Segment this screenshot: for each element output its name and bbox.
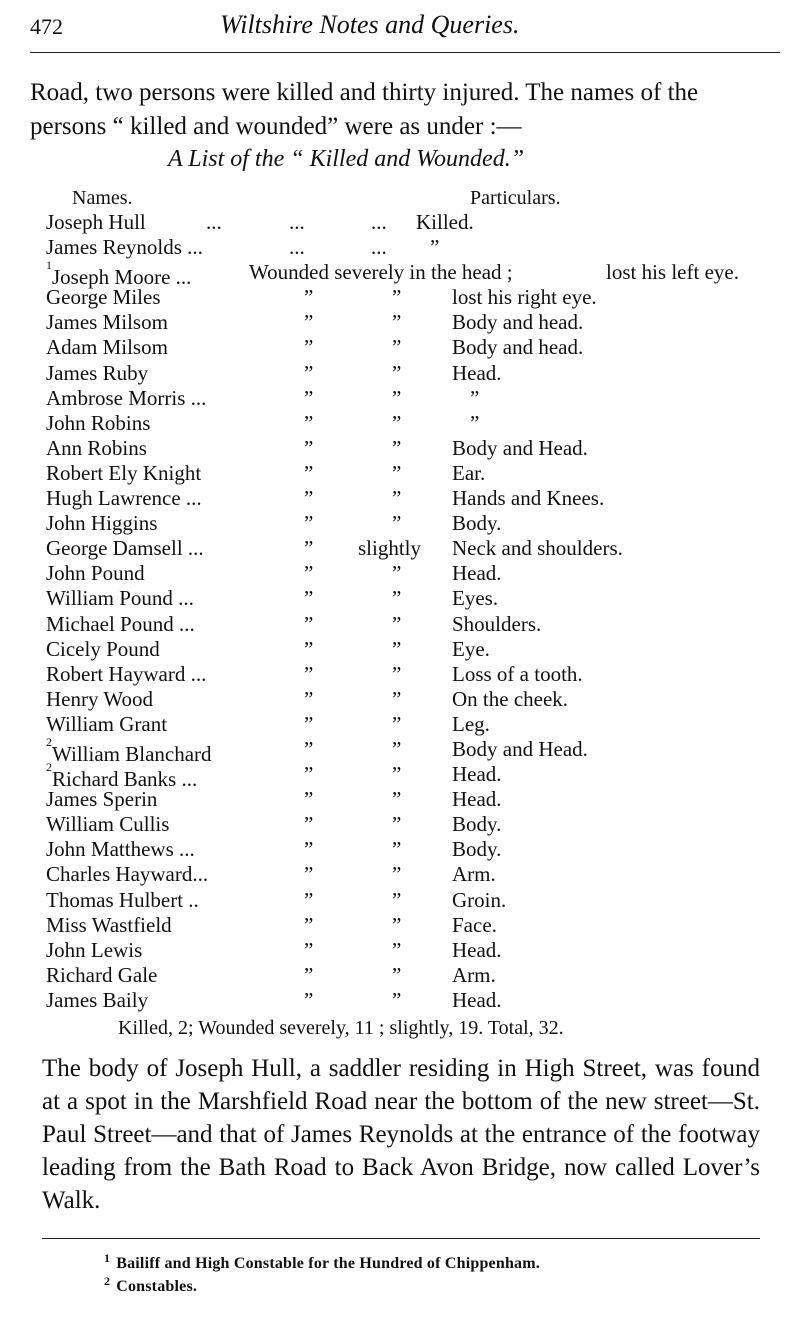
casualty-name [46,862,208,887]
ditto-mark: ” [304,711,314,736]
casualty-name-text: John Pound [46,561,145,586]
casualty-name [46,837,195,862]
ditto-mark: ” [304,486,314,511]
ditto-mark: ” [392,686,402,711]
ditto-mark: ” [470,410,480,435]
casualty-name [46,712,167,737]
list-row [46,963,766,988]
casualty-name-text: Thomas Hulbert .. [46,887,199,912]
particulars-text: Ear. [452,460,486,485]
ditto-mark: ” [304,912,314,937]
particulars-text: Neck and shoulders. [452,536,623,561]
list-row [46,837,766,862]
ditto-mark: ” [304,962,314,987]
particulars-text: Body and Head. [452,435,588,460]
intro-paragraph: Road, two persons were killed and thirty injured. The names of the persons “ killed and wounded” were as under :— [30,79,699,140]
ditto-mark: ” [304,360,314,385]
casualty-name [46,687,153,712]
list-row [46,734,766,766]
ditto-mark: ” [304,611,314,636]
footnote-reference: 2 [46,734,52,749]
particulars-text: Head. [452,987,502,1012]
particulars-text: Head. [452,762,502,787]
ditto-mark: ” [392,511,402,536]
list-row [46,760,766,792]
ditto-mark: ” [392,912,402,937]
list-row [46,361,766,386]
ditto-mark: ” [304,686,314,711]
casualty-name [46,361,148,386]
footnote-rule [42,1238,760,1239]
ditto-mark: ” [392,410,402,435]
ditto-mark: ” [304,310,314,335]
casualty-name [46,461,201,486]
casualty-name [46,787,157,812]
casualty-name [46,210,146,235]
ditto-mark: ” [470,385,480,410]
ditto-mark: ” [304,661,314,686]
list-row [46,561,766,586]
list-row [46,612,766,637]
casualty-name [46,411,150,436]
particulars-text: Arm. [452,862,496,887]
ditto-mark: ” [392,736,402,761]
casualty-name [46,988,148,1013]
list-row [46,411,766,436]
footnote-mark: 1 [104,1251,111,1265]
particulars-text: Body. [452,511,502,536]
particulars-text: Head. [452,787,502,812]
column-header-particulars: Particulars. [470,187,561,209]
casualty-name [46,335,168,360]
ditto-mark: ” [304,837,314,862]
casualty-name-text: Richard Banks ... [52,767,198,792]
ditto-mark: ” [304,285,314,310]
casualty-name-text: William Grant [46,711,168,736]
particulars-text: Shoulders. [452,611,542,636]
ditto-mark: ” [392,335,402,360]
casualty-name-text: William Blanchard [52,741,212,766]
casualty-name [46,310,168,335]
casualty-name-text: John Higgins [46,511,158,536]
casualty-name-text: Joseph Moore ... [52,265,192,290]
casualty-list [46,210,766,1013]
leader-dots: ... [206,210,222,234]
casualty-name [46,285,161,310]
casualty-name-text: William Cullis [46,812,170,837]
list-row [46,637,766,662]
ditto-mark: ” [392,636,402,661]
ditto-mark: ” [304,862,314,887]
ditto-mark: ” [304,812,314,837]
casualty-name-text: William Pound ... [46,586,194,611]
casualty-name-text: Robert Ely Knight [46,460,202,485]
ditto-mark: ” [392,812,402,837]
particulars-text: Head. [452,360,502,385]
list-row [46,436,766,461]
footnote-2 [104,1274,198,1296]
particulars-text: Body and Head. [452,736,588,761]
particulars-text: Eye. [452,636,490,661]
list-row [46,285,766,310]
ditto-mark: ” [392,837,402,862]
casualty-name [46,637,160,662]
list-row [46,210,766,235]
particulars-text: Hands and Knees. [452,486,605,511]
particulars-text: Killed. [416,210,474,234]
casualty-name-text: James Ruby [46,360,149,385]
running-title: Wiltshire Notes and Queries. [220,10,520,39]
ditto-mark: ” [392,486,402,511]
list-row [46,687,766,712]
page-number: 472 [30,14,63,39]
casualty-name [46,812,169,837]
footnote-text: Bailiff and High Constable for the Hundred of Chippenham. [116,1255,540,1272]
ditto-mark: ” [304,335,314,360]
list-row [46,938,766,963]
particulars-text: lost his left eye. [606,260,739,285]
ditto-mark: ” [392,561,402,586]
casualty-name-text: Ann Robins [46,435,147,460]
list-row [46,335,766,360]
casualty-name [46,561,145,586]
ditto-mark: ” [392,787,402,812]
particulars-text: Loss of a tooth. [452,661,583,686]
list-row [46,258,766,290]
ditto-mark: ” [392,937,402,962]
list-row [46,888,766,913]
casualty-name-text: Ambrose Morris ... [46,385,207,410]
casualty-name [46,612,195,637]
ditto-mark: ” [392,460,402,485]
ditto-mark: ” [304,762,314,787]
leader-dots: ... [289,235,305,260]
casualty-name-text: Cicely Pound [46,636,160,661]
particulars-text: On the cheek. [452,686,569,711]
ditto-mark: ” [304,561,314,586]
ditto-mark: ” [392,360,402,385]
footnote-1 [104,1251,540,1273]
casualty-name-text: Michael Pound ... [46,611,195,636]
list-row [46,662,766,687]
particulars-text: Groin. [452,887,507,912]
ditto-mark: ” [392,962,402,987]
particulars-text: Arm. [452,962,496,987]
casualty-name-text: Miss Wastfield [46,912,172,937]
body-paragraph: The body of Joseph Hull, a saddler residing in High Street, was found at a spot in the Marshfield Road near the bottom of the new street—St. Paul Street—and that of James Reynolds at the entrance of the footway leading from the Bath Road to Back Avon Bridge, now called Lover’s Walk. [42,1055,760,1214]
casualty-name [46,963,157,988]
casualty-name [46,486,202,511]
particulars-text: Body. [452,812,502,837]
casualty-name-text: John Robins [46,410,151,435]
casualty-name-text: George Miles [46,285,161,310]
casualty-name-text: James Baily [46,987,149,1012]
list-title: A List of the “ Killed and Wounded.” [168,146,525,172]
casualty-name-text: John Lewis [46,937,143,962]
wound-degree: slightly [358,536,422,561]
list-row [46,712,766,737]
ditto-mark: ” [392,661,402,686]
particulars-text: Face. [452,912,497,937]
list-row [46,586,766,611]
particulars-text: Head. [452,937,502,962]
ditto-mark: ” [304,987,314,1012]
page-header [30,6,780,42]
ditto-mark: ” [392,987,402,1012]
list-row [46,862,766,887]
ditto-mark: ” [304,736,314,761]
list-row [46,812,766,837]
ditto-mark: ” [304,410,314,435]
casualty-name-text: James Sperin [46,787,158,812]
casualty-name-text: James Reynolds ... [46,235,203,260]
list-row [46,787,766,812]
particulars-text: Leg. [452,711,490,736]
casualty-name [46,436,147,461]
casualty-name [46,938,142,963]
casualty-name [46,586,194,611]
ditto-mark: ” [392,611,402,636]
casualty-name [46,913,172,938]
ditto-mark: ” [304,536,314,561]
casualty-name [46,662,206,687]
particulars-text: lost his right eye. [452,285,597,310]
casualty-name [46,235,203,260]
header-rule [30,52,780,53]
casualty-name-text: Charles Hayward... [46,862,209,887]
list-row [46,486,766,511]
casualty-name-text: John Matthews ... [46,837,195,862]
casualty-name-text: George Damsell ... [46,536,204,561]
ditto-mark: ” [304,511,314,536]
leader-dots: ... [289,210,305,234]
ditto-mark: ” [392,586,402,611]
particulars-text: Head. [452,561,502,586]
ditto-mark: ” [392,310,402,335]
casualty-name [46,386,206,411]
list-row [46,536,766,561]
ditto-mark: ” [304,937,314,962]
ditto-mark: ” [304,385,314,410]
list-row [46,235,766,260]
casualty-name [46,536,204,561]
casualty-name-text: Richard Gale [46,962,158,987]
ditto-mark: ” [392,887,402,912]
ditto-mark: ” [304,636,314,661]
leader-dots: ... [371,210,387,234]
list-row [46,988,766,1013]
ditto-mark: ” [392,711,402,736]
ditto-mark: ” [392,762,402,787]
casualty-name [46,888,199,913]
casualty-name-text: Joseph Hull [46,210,146,234]
casualty-name-text: Robert Hayward ... [46,661,207,686]
casualty-name [46,511,157,536]
ditto-mark: ” [304,787,314,812]
particulars-text: Body and head. [452,310,584,335]
list-row [46,386,766,411]
casualty-name-text: Henry Wood [46,686,153,711]
ditto-mark: ” [304,460,314,485]
column-header-names: Names. [72,187,133,209]
footnote-mark: 2 [104,1274,111,1288]
ditto-mark: ” [430,235,440,260]
totals-line: Killed, 2; Wounded severely, 11 ; slightly, 19. Total, 32. [118,1017,564,1039]
particulars-text: Eyes. [452,586,499,611]
footnote-text: Constables. [116,1278,198,1295]
particulars-text: Body and head. [452,335,584,360]
ditto-mark: ” [304,586,314,611]
footnote-reference: 1 [46,258,52,273]
list-row [46,310,766,335]
list-row [46,913,766,938]
ditto-mark: ” [304,887,314,912]
list-row [46,511,766,536]
wound-status: Wounded severely in the head ; [249,260,513,285]
particulars-text: Body. [452,837,502,862]
ditto-mark: ” [392,435,402,460]
leader-dots: ... [371,235,387,260]
footnote-reference: 2 [46,760,52,775]
casualty-name-text: Adam Milsom [46,335,168,360]
ditto-mark: ” [392,285,402,310]
casualty-name-text: James Milsom [46,310,168,335]
ditto-mark: ” [392,862,402,887]
ditto-mark: ” [392,385,402,410]
list-row [46,461,766,486]
ditto-mark: ” [304,435,314,460]
casualty-name-text: Hugh Lawrence ... [46,486,202,511]
